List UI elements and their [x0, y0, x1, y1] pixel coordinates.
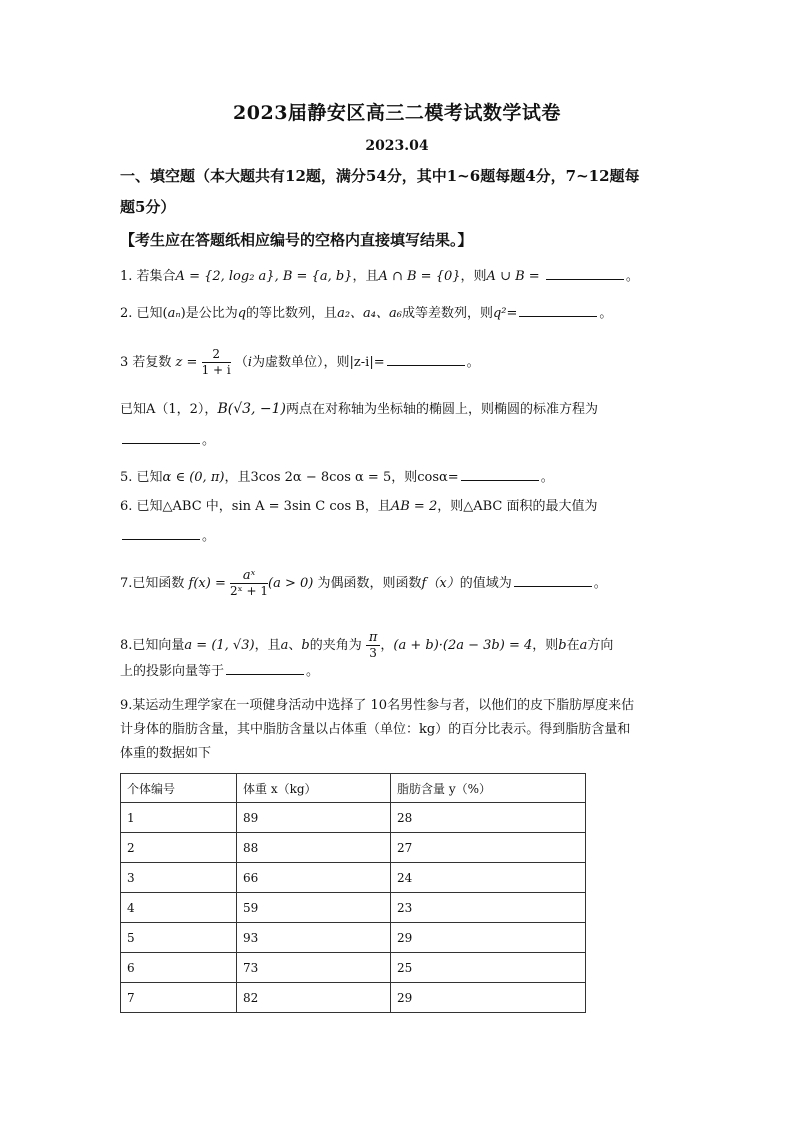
question-3 [120, 347, 685, 378]
answer-blank[interactable] [122, 431, 200, 444]
q1-prefix: 1. 若集合 [120, 269, 176, 284]
q8-angle-fraction [366, 630, 381, 661]
q4-end: 。 [202, 433, 216, 448]
question-5 [120, 467, 685, 489]
question-8-line2 [120, 661, 685, 683]
question-6 [120, 496, 685, 518]
question-1 [120, 266, 685, 288]
q8-text2: 在 [566, 638, 580, 653]
q5-end: 。 [540, 470, 554, 485]
question-9-line1: 9.某运动生理学家在一项健身活动中选择了 10名男性参与者，以他们的皮下脂肪厚度来估 [120, 698, 635, 713]
table-header-cell: 个体编号 [121, 774, 237, 803]
answer-blank[interactable] [546, 267, 624, 280]
section-instruction: 【考生应在答题纸相应编号的空格内直接填写结果。】 [120, 231, 473, 249]
q3-middle: （ [234, 355, 248, 370]
q2-ask: q²= [492, 306, 518, 321]
question-6-line2 [120, 526, 685, 548]
q8-end: 。 [306, 664, 320, 679]
q7-end: 。 [593, 576, 607, 591]
q1-middle: ，且 [352, 269, 379, 284]
question-4 [120, 398, 685, 421]
table-cell: 59 [237, 893, 391, 923]
answer-blank[interactable] [514, 574, 592, 587]
table-cell: 1 [121, 803, 237, 833]
answer-blank[interactable] [387, 353, 465, 366]
q2-ratio: q [237, 306, 247, 321]
table-header-cell: 脂肪含量 y（%） [391, 774, 586, 803]
q6-text: ，则△ABC 面积的最大值为 [437, 499, 598, 514]
answer-blank[interactable] [519, 304, 597, 317]
table-cell: 6 [121, 953, 237, 983]
table-cell: 7 [121, 983, 237, 1013]
table-cell: 2 [121, 833, 237, 863]
table-row [121, 983, 586, 1013]
answer-blank[interactable] [226, 662, 304, 675]
q5-middle: ，且 [224, 470, 251, 485]
table-cell: 23 [391, 893, 586, 923]
q2-sequence: aₙ [167, 306, 181, 321]
table-cell: 82 [237, 983, 391, 1013]
q8-sep: 、 [288, 638, 302, 653]
q1-end: 。 [625, 269, 639, 284]
q5-prefix: 5. 已知 [120, 470, 163, 485]
q5-condition: α ∈ (0, π) [162, 470, 225, 485]
table-cell: 73 [237, 953, 391, 983]
q7-condition: (a > 0) [268, 576, 314, 591]
q5-equation: 3cos 2α − 8cos α = 5 [250, 470, 392, 485]
q8-line2: 上的投影向量等于 [120, 664, 225, 679]
question-2 [120, 303, 685, 325]
table-cell: 28 [391, 803, 586, 833]
q7-denominator: 2ˣ + 1 [230, 584, 269, 598]
q8-b: b [301, 638, 310, 653]
table-cell: 4 [121, 893, 237, 923]
question-9-line3: 体重的数据如下 [120, 746, 212, 761]
q8-a: a [280, 638, 289, 653]
q2-middle3: 成等差数列，则 [401, 306, 493, 321]
table-cell: 29 [391, 983, 586, 1013]
q3-z: z = [175, 355, 198, 370]
table-cell: 93 [237, 923, 391, 953]
table-cell: 24 [391, 863, 586, 893]
q1-condition: A ∩ B = {0} [378, 269, 461, 284]
q8-text3: 方向 [587, 638, 614, 653]
q4-prefix: 已知A（1，2）， [120, 402, 218, 417]
table-row [121, 803, 586, 833]
answer-blank[interactable] [122, 527, 200, 540]
q6-end: 。 [202, 529, 216, 544]
q2-end: 。 [599, 306, 613, 321]
exam-title: 2023届静安区高三二模考试数学试卷 [233, 102, 561, 124]
table-row [121, 863, 586, 893]
q8-comma: ， [380, 638, 394, 653]
q7-text: 为偶函数，则函数 [317, 576, 422, 591]
q7-fx: f（x） [421, 576, 460, 591]
q4-point-b: B(√3, −1) [217, 401, 287, 417]
q6-equation: sin A = 3sin C cos B [231, 499, 365, 514]
q4-text: 两点在对称轴为坐标轴的椭圆上，则椭圆的标准方程为 [286, 402, 599, 417]
q8-vector-a: a = (1, √3) [184, 638, 255, 653]
q3-fraction [202, 347, 231, 378]
table-row [121, 923, 586, 953]
table-cell: 5 [121, 923, 237, 953]
q2-middle: )是公比为 [180, 306, 238, 321]
q2-terms: a₂、a₄、a₆ [337, 306, 402, 321]
q6-middle: ，且 [364, 499, 391, 514]
table-cell: 66 [237, 863, 391, 893]
q8-middle: ，且 [254, 638, 281, 653]
q2-prefix: 2. 已知( [120, 306, 168, 321]
question-9-line2: 计身体的脂肪含量，其中脂肪含量以占体重（单位：kg）的百分比表示。得到脂肪含量和 [120, 722, 631, 737]
q3-end: 。 [466, 355, 480, 370]
q8-angle-text: 的夹角为 [309, 638, 362, 653]
table-cell: 89 [237, 803, 391, 833]
table-header-row [121, 774, 586, 803]
q7-prefix: 7.已知函数 [120, 576, 185, 591]
q8-pi: π [366, 630, 381, 646]
table-cell: 3 [121, 863, 237, 893]
table-cell: 29 [391, 923, 586, 953]
q3-i: i [247, 355, 253, 370]
q6-ab: AB = 2 [390, 499, 438, 514]
q3-denominator: 1 + i [201, 363, 231, 377]
table-cell: 25 [391, 953, 586, 983]
section-heading-line1: 一、填空题（本大题共有12题，满分54分，其中1~6题每题4分，7~12题每 [120, 167, 640, 185]
section-heading-line2: 题5分） [120, 198, 176, 216]
exam-date: 2023.04 [365, 138, 429, 154]
table-row [121, 893, 586, 923]
answer-blank[interactable] [461, 468, 539, 481]
q7-numerator: aˣ [230, 568, 268, 584]
q2-middle2: 的等比数列，且 [246, 306, 338, 321]
question-8 [120, 630, 685, 661]
q5-middle2: ，则cosα= [391, 470, 459, 485]
q1-ask: A ∪ B = [486, 269, 540, 284]
q8-text: ，则 [532, 638, 559, 653]
q3-prefix: 3 若复数 [120, 355, 172, 370]
q8-equation: (a + b)·(2a − 3b) = 4 [393, 638, 533, 653]
table-row [121, 833, 586, 863]
table-cell: 88 [237, 833, 391, 863]
q7-function: f(x) = [188, 576, 226, 591]
table-cell: 27 [391, 833, 586, 863]
q8-b2: b [558, 638, 567, 653]
data-table [120, 773, 586, 1013]
q8-three: 3 [369, 646, 377, 660]
q1-sets: A = {2, log₂ a}, B = {a, b} [175, 269, 353, 284]
question-4-line2 [120, 430, 685, 452]
q3-middle2: 为虚数单位），则|z-i|= [252, 355, 385, 370]
q3-numerator: 2 [202, 347, 231, 363]
q7-text2: 的值域为 [459, 576, 512, 591]
q7-fraction [230, 568, 268, 599]
q1-suffix: ，则 [460, 269, 487, 284]
q8-a2: a [579, 638, 588, 653]
q6-prefix: 6. 已知△ABC 中， [120, 499, 232, 514]
q8-prefix: 8.已知向量 [120, 638, 185, 653]
table-header-cell: 体重 x（kg） [237, 774, 391, 803]
question-7 [120, 568, 685, 599]
table-row [121, 953, 586, 983]
